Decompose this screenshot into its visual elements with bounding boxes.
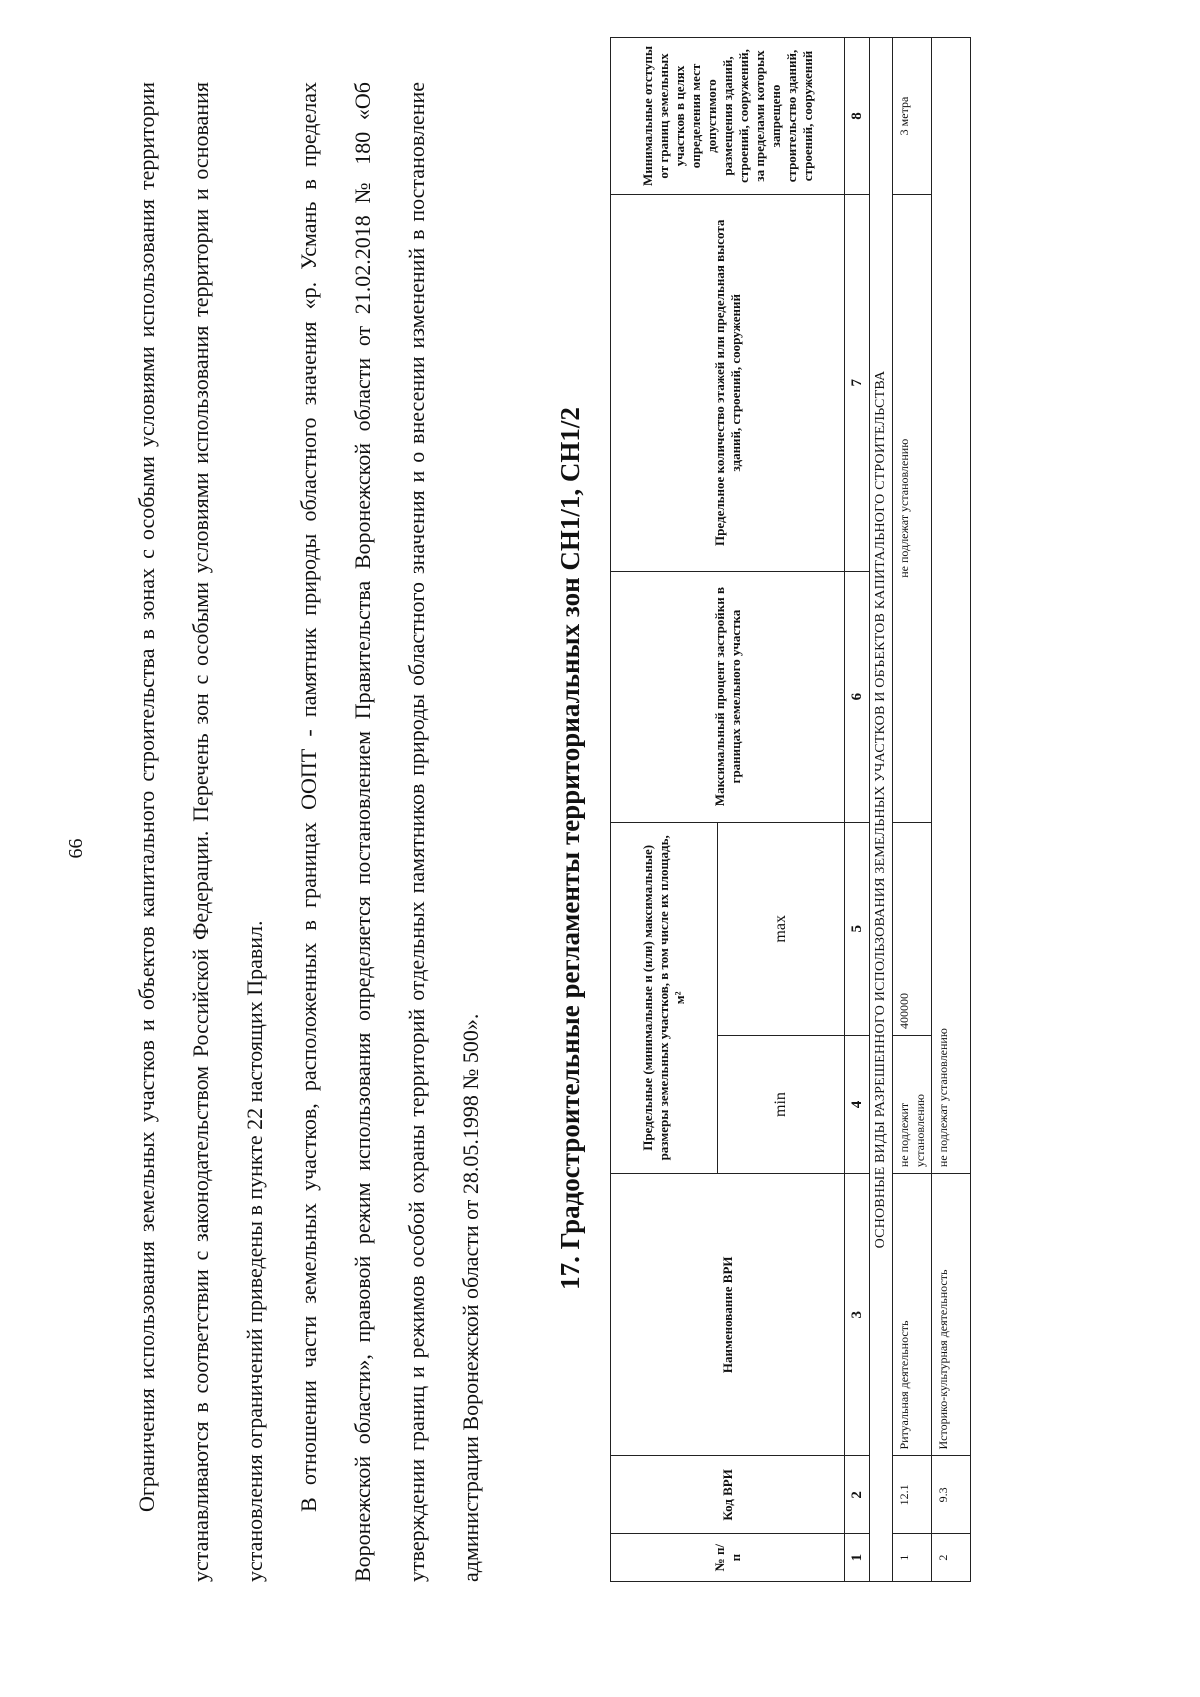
column-number: 2	[845, 1456, 870, 1534]
column-number: 4	[845, 1036, 870, 1174]
header-num: № п/п	[611, 1534, 845, 1582]
regulations-table	[610, 37, 971, 1582]
column-number: 6	[845, 571, 870, 822]
row-code: 12.1	[893, 1456, 932, 1534]
header-min: min	[718, 1036, 845, 1174]
row-code: 9.3	[932, 1456, 971, 1534]
row-name: Ритуальная деятельность	[893, 1174, 932, 1456]
row-setback: 3 метра	[893, 38, 932, 195]
table-row	[893, 38, 932, 1582]
row-max: 400000	[893, 822, 932, 1035]
column-number: 1	[845, 1534, 870, 1582]
row-name: Историко-культурная деятельность	[932, 1174, 971, 1456]
header-name: Наименование ВРИ	[611, 1174, 845, 1456]
table-row	[932, 38, 971, 1582]
header-code: Код ВРИ	[611, 1456, 845, 1534]
table-section-row	[870, 38, 893, 1582]
row-num: 2	[932, 1534, 971, 1582]
row-percent-floors: не подлежат установлению	[893, 194, 932, 822]
column-number: 5	[845, 822, 870, 1035]
header-setbacks: Минимальные отступы от границ земельных участков в целях определения мест допустимого размещения зданий, строений, сооружений, за пределами которых запрещено строительство зданий, строений, сооружений	[611, 38, 845, 195]
column-number: 7	[845, 194, 870, 571]
row-num: 1	[893, 1534, 932, 1582]
section-title: 17. Градостроительные регламенты территориальных зон СН1/1, СН1/2	[555, 407, 585, 1290]
header-max: max	[718, 822, 845, 1035]
paragraph-oopt: В отношении части земельных участков, расположенных в границах ООПТ - памятник природы областного значения «р. Усмань в пределах Воронежской области», правовой режим использования определяется постановлением Правительства Воронежской области от 21.02.2018 № 180 «Об утверждении границ и режимов особой охраны территорий отдельных памятников природы областного значения и о внесении изменений в постановление администрации Воронежской области от 28.05.1998 № 500».	[296, 82, 483, 1582]
paragraph-restrictions: Ограничения использования земельных участков и объектов капитального строительства в зонах с особыми условиями использования территории устанавливаются в соответствии с законодательством Российской Федерации. Перечень зон с особыми условиями использования территории и основания установления ограничений приведены в пункте 22 настоящих Правил.	[134, 82, 267, 1582]
header-percent: Максимальный процент застройки в границах земельного участка	[611, 571, 845, 822]
body-text	[120, 82, 498, 1582]
column-number: 3	[845, 1174, 870, 1456]
header-sizes: Предельные (минимальные и (или) максимальные) размеры земельных участков, в том числе их площадь, м²	[611, 822, 718, 1173]
page-number: 66	[65, 838, 87, 859]
section-label: ОСНОВНЫЕ ВИДЫ РАЗРЕШЕННОГО ИСПОЛЬЗОВАНИЯ ЗЕМЕЛЬНЫХ УЧАСТКОВ И ОБЪЕКТОВ КАПИТАЛЬНОГО СТРОИТЕЛЬСТВА	[870, 38, 893, 1582]
header-floors: Предельное количество этажей или предельная высота зданий, строений, сооружений	[611, 194, 845, 571]
row-min: не подлежит установлению	[893, 1036, 932, 1174]
column-number-row	[845, 38, 870, 1582]
row-merged-value: не подлежат установлению	[932, 38, 971, 1174]
column-number: 8	[845, 38, 870, 195]
